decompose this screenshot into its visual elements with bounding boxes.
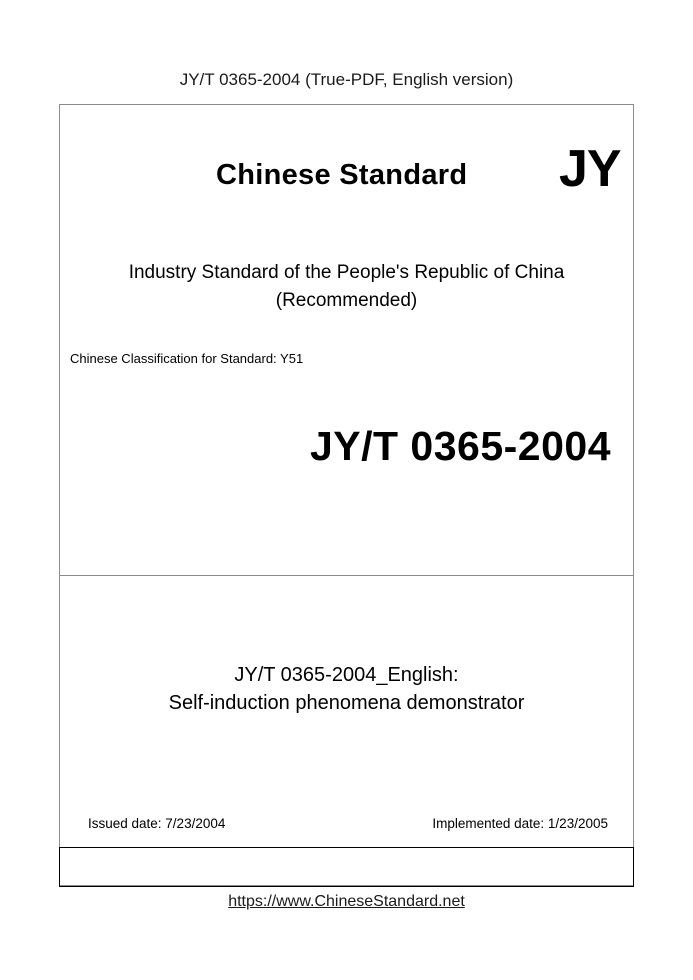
industry-line-2: (Recommended) bbox=[275, 290, 418, 311]
website-link[interactable]: https://www.ChineseStandard.net bbox=[228, 893, 465, 910]
standard-number: JY/T 0365-2004 bbox=[309, 423, 611, 469]
classification-label: Chinese Classification for Standard: Y51 bbox=[70, 351, 304, 366]
document-title bbox=[60, 661, 633, 717]
standard-code-mark: JY bbox=[559, 140, 621, 198]
issued-date: Issued date: 7/23/2004 bbox=[88, 816, 226, 831]
page-header: JY/T 0365-2004 (True-PDF, English version) bbox=[179, 70, 514, 89]
document-title-line-1: JY/T 0365-2004_English: bbox=[234, 664, 459, 686]
cover-frame bbox=[59, 104, 634, 886]
industry-standard-caption bbox=[60, 259, 633, 315]
implemented-date: Implemented date: 1/23/2005 bbox=[432, 816, 608, 831]
industry-line-1: Industry Standard of the People's Republic of China bbox=[128, 262, 565, 283]
document-title-line-2: Self-induction phenomena demonstrator bbox=[168, 692, 525, 714]
footer bbox=[0, 893, 693, 911]
cover-title: Chinese Standard bbox=[216, 159, 468, 191]
bottom-empty-box bbox=[59, 847, 634, 887]
section-divider bbox=[60, 575, 633, 576]
